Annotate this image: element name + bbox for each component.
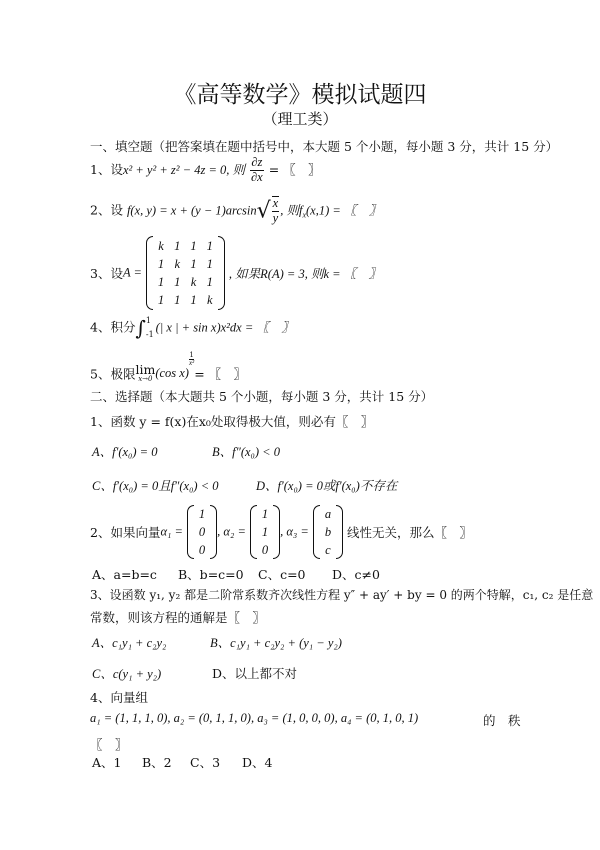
matrix-cell: 1 [206,238,213,253]
s2-q3-option-c: C、c(y₁ + y₂) [92,667,162,681]
q2-frac-num: x [272,196,279,210]
q5-lim-word: lim [135,361,156,377]
vector-cell: 0 [198,524,206,539]
matrix-cell: k [158,238,164,253]
alpha3-vector [313,505,343,559]
q2-prefix: 2、设 [90,202,123,218]
s2q2-prefix: 2、如果向量 [90,525,161,540]
vector-cell: a [324,506,332,521]
q1-frac-den: ∂x [251,169,263,184]
matrix-cell: 1 [206,256,213,271]
q3-matrix [146,236,225,310]
q5-exp-num: 1 [189,351,194,359]
s2-question-3-line2: 常数，则该方程的通解是〖 〗 [90,610,266,625]
q2-tail-2: (x,1) = 〖 〗 [306,203,382,218]
q1-answer-bracket: = 〖 〗 [268,161,321,177]
s2-q1-option-a: A、f′(x₀) = 0 [92,445,158,459]
matrix-cell: 1 [190,292,197,307]
matrix-cell: k [190,274,197,289]
matrix-cell: 1 [174,292,181,307]
vector-cell: 1 [198,506,206,521]
q2-expr: f(x, y) = x + (y − 1)arcsin [126,203,257,218]
s1-question-1 [90,156,321,185]
q5-expr: (cos x) [155,366,189,380]
alpha2-vector [250,505,280,559]
q5-exponent [189,352,194,367]
matrix-cell: 1 [174,274,181,289]
alpha1-vector [187,505,217,559]
q1-prefix: 1、设 [90,161,123,177]
vector-cell: 0 [261,542,269,557]
s2-q4-tail: 的 秩 [483,713,521,728]
s2-q4-answer-bracket: 〖 〗 [90,737,128,752]
right-paren-icon [336,505,343,559]
q2-tail: , 则f [280,203,303,218]
alpha3-table [320,505,336,559]
q4-prefix: 4、积分 [90,319,136,335]
alpha2-label: , α₂ = [217,524,246,539]
q4-expr: (| x | + sin x)x²dx = 〖 〗 [155,320,294,335]
left-paren-icon [146,236,153,310]
q1-fraction [250,156,264,185]
s2-q3-option-b: B、c₁y₁ + c₂y₂ + (y₁ − y₂) [210,636,342,650]
s1-question-4 [90,316,294,340]
s2-question-2 [90,505,472,559]
s2-q2-option-c: C、c=0 [258,567,306,582]
matrix-cell: k [174,256,181,271]
section2-heading: 二、选择题（本大题共 5 个小题，每小题 3 分，共计 15 分） [90,389,434,404]
s1-question-3 [90,236,381,310]
s2q2-tail: 线性无关，那么〖 〗 [347,525,473,540]
s2-q2-option-b: B、b=c=0 [178,567,244,582]
sqrt-icon: √ [256,198,271,224]
q4-lower: -1 [145,330,154,339]
s2-q4-option-a: A、1 [92,755,122,770]
s2-q3-option-d: D、以上都不对 [212,666,298,681]
page-subtitle: （理工类） [262,110,338,128]
q5-exp-den: x² [188,359,195,367]
vector-cell: 1 [261,524,269,539]
s1-question-5 [90,352,246,383]
q5-answer-bracket: = 〖 〗 [194,366,247,382]
s2-q4-option-c: C、3 [190,755,221,770]
matrix-cell: 1 [190,238,197,253]
s2-question-3-line1: 3、设函数 y₁, y₂ 都是二阶常系数齐次线性方程 y″ + ay′ + by = 0 的两个特解，c₁, c₂ 是任意 [90,588,594,602]
matrix-cell: 1 [157,292,165,307]
q5-limit [135,361,156,384]
vector-cell: 0 [198,542,206,557]
left-paren-icon [250,505,257,559]
alpha3-label: , α₃ = [280,524,309,539]
matrix-cell: 1 [157,256,165,271]
s2-q4-vectors: a₁ = (1, 1, 1, 0), a₂ = (0, 1, 1, 0), a₃ = (1, 0, 0, 0), a₄ = (0, 1, 0, 1) [90,711,419,725]
matrix-cell: 1 [174,238,181,253]
s1-question-2 [90,196,381,226]
page-title: 《高等数学》模拟试题四 [173,82,427,108]
vector-cell: c [325,542,331,557]
q3-tail: , 如果R(A) = 3, 则k = 〖 〗 [228,267,382,281]
integral-icon: ∫ [135,316,146,340]
matrix-cell: 1 [190,256,197,271]
alpha1-table [194,505,210,559]
q1-expr: x² + y² + z² − 4z = 0, 则 [122,162,246,177]
q4-upper: 1 [145,316,151,325]
vector-cell: 1 [261,506,269,521]
q3-lhs: A = [122,265,142,280]
q2-subscript-x: x [302,210,306,220]
q5-prefix: 5、极限 [90,366,136,382]
alpha1-label: α₁ = [160,524,183,539]
s2-q1-option-b: B、f″(x₀) < 0 [212,445,280,459]
q5-lim-sub: x→0 [138,375,153,384]
vector-cell: b [324,524,332,539]
left-paren-icon [313,505,320,559]
alpha2-table [257,505,273,559]
q1-frac-num: ∂z [251,155,263,169]
s2-q4-option-b: B、2 [142,755,172,770]
section1-heading: 一、填空题（把答案填在题中括号中，本大题 5 个小题，每小题 3 分，共计 15 分） [90,139,559,154]
matrix-cell: 1 [206,274,213,289]
matrix-cell: 1 [157,274,165,289]
s2-q3-option-a: A、c₁y₁ + c₂y₂ [92,636,167,650]
s2-question-4-title: 4、向量组 [90,690,148,705]
s2-q1-option-d: D、f′(x₀) = 0或f′(x₀)不存在 [256,479,398,493]
q4-limits [146,317,154,339]
s2-q2-option-a: A、a=b=c [92,567,157,582]
s2-q1-option-c: C、f′(x₀) = 0且f″(x₀) < 0 [92,479,219,493]
q3-prefix: 3、设 [90,266,123,281]
s2-q4-option-d: D、4 [242,755,273,770]
right-paren-icon [218,236,225,310]
s2-question-1: 1、函数 y = f(x)在x₀处取得极大值，则必有〖 〗 [90,414,374,429]
q2-frac-den: y [272,210,279,225]
matrix-cell: k [207,292,213,307]
q2-fraction [272,196,280,226]
left-paren-icon [187,505,194,559]
s2-q2-option-d: D、c≠0 [332,567,380,582]
q3-matrix-table [153,237,218,309]
